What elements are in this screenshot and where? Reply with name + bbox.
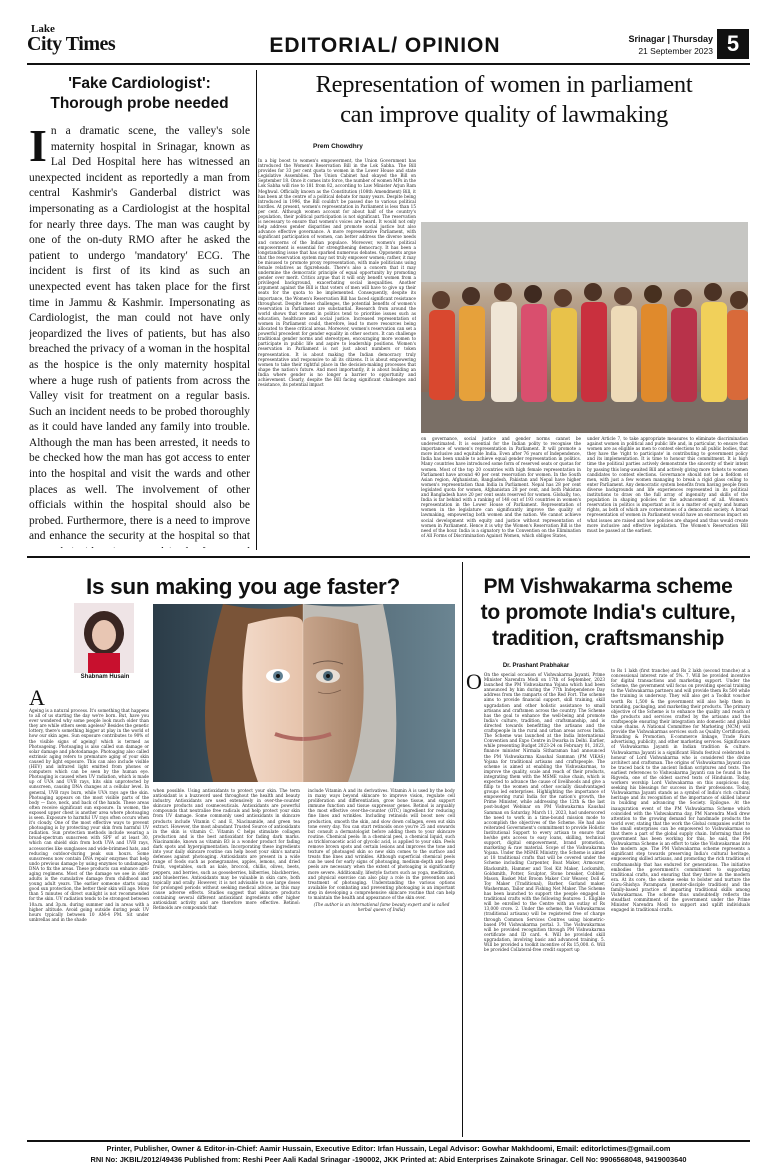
women-col2: on governance, social justice and gender norms cannot be underestimated. It is essential for the Indian polity to recognise the importance of women's representation in Parliament. It will promote a more inclusive and equitable India. Even after 76 years of Independence, India has been unable to achieve equal gender representation in politics. Many countries have introduced some form of reserved seats or quotas for women. Most of the top 20 countries with high female representation in Parliament have around 40 per cent reservation for women. In the South Asian region, Afghanistan, Bangladesh, Pakistan and Nepal have higher women's representation than India in Parliament. Nepal has 28 per cent legislated quota for women, Afghanistan 28 per cent, and both Pakistan and Bangladesh have 20 per cent seats reserved for women. Globally, too, India is far behind with a ranking of 148 out of 193 countries in women's representation in the Lower House of Parliament. Representation of women in the legislature can significantly improve the quality of lawmaking, empowering both women and the nation. We cannot achieve social development with equity and justice without representation of women in Parliament. Hence it is why the Women's Reservation Bill is the need of the hour. India is a signatory to the Convention on the Elimination of All Forms of Discrimination Against Women, which obliges States, [421,436,581,538]
editorial-title [27,74,252,114]
author-portrait [74,603,134,673]
pm-col1 [466,672,605,1132]
footer-rule [27,1140,750,1142]
left-editorial [27,72,252,552]
pm-title-line1: PM Vishwakarma scheme [483,575,733,598]
women-article [258,66,750,552]
aging-face-photo [153,604,455,782]
photo-illustration [421,222,748,433]
women-byline: Prem Chowdhry [313,143,363,150]
masthead [0,0,770,64]
pm-byline: Dr. Prashant Prabhakar [502,663,570,669]
issue-city-day: Srinagar | Thursday [628,34,713,44]
author-caption: Shabnam Husain [80,674,130,680]
page-number-badge [717,29,749,59]
logo-main: City Times [27,33,116,55]
sun-footnote: (The author is an international fame beauty expert and is called herbal queen of India) [313,902,450,913]
footer-line1: Printer, Publisher, Owner & Editor-in-Chief: Aamir Hussain, Executive Editor: Irfan Hussain, Legal Advisor: Gowhar Makhdoomi, Email: editorlctimes@gmail.com [106,1144,671,1153]
masthead-rule [27,63,750,65]
sun-col3-text: include Vitamin A and its derivatives. Vitamin A is used by the body in many ways beyond skincare to improve vision, regulate cell proliferation and differentiation, grow bone tissue, and support immune function and tissue suppressor genes. Retinol is arguably the most effective over-the-counter (OTC) ingredient for reducing fine lines and wrinkles. Including retinoids will boost new cell production, smooth the skin, and slow down collagen, even out skin tone every day. You can start retinoids once you're 25 and onwards but consult a dermatologist before adding them to your skincare routine. Chemical peels: In a chemical peel, a chemical liquid, such as trichloroacetic acid or glycolic acid, is applied to your skin. Peels remove brown spots and certain lesions and improves the tone and texture of photoaged skin so new skin comes to the surface and treats fine lines and wrinkles. Although superficial chemical peels can be used for early signs of photoaging, medium-depth and deep peels are necessary when the extent of photoaging is significantly more severe. Additionally, lifestyle factors such as yoga, meditation, and physical exercise can also play a role in the prevention and treatment of photoaging. Understanding the various options available for combating and preventing photoaging is an important step in developing a comprehensive skincare routine that can help to maintain the health and appearance of the skin over. [308,788,455,900]
editorial-text: n a dramatic scene, the valley's sole maternity hospital in Srinagar, known as Lal Ded Hospital here has witnessed an unexpected incident as reportedly a man from central Kashmir's Ganderbal district was impersonating as a Cardiologist at the hospital for nearly three days. The man was caught by one of the on-duty RMO after he asked the patient to undergo 'mandatory' ECG. The incident is first of its kind as such an unexpected event has taken place for the first time in Jammu & Kashmir. Impersonating as Cardiologist, the man could not have only jeopardized the lives of patients, but has also breached the privacy of a woman in the hospital as the hospice is the only maternity hospital where a huge rush of patients from across the Valley visit for treatment on a regular basis. Such an incident needs to be probed thoroughly as it could have landed any family into trouble. Although the man has been arrested, it needs to be checked how the man has got access to enter into the hospital and visit the wards and other places as well. The involvement of other officials within the hospital should also be probed. Furthermore, there is a need to improve and enhance the security at the hospital so that [29,125,250,543]
pm-article [466,560,750,1140]
editorial-title-line2: Thorough probe needed [50,95,229,112]
women-article-title [258,70,750,130]
bottom-vertical-divider [462,562,463,1137]
pm-drop-cap: O [466,672,482,694]
women-col3: under Article 7, to take appropriate measures to eliminate discrimination against women in political and public life and, in particular, to ensure that women are as eligible as men to contest elections to all public bodies, that they have the 'right to participate' in contributing to government policy and its implementation. It is time to honour this commitment. It is high time the political parties actively demonstrate the sincerity of their intent by passing this long-awaited Bill and actively giving more tickets to women candidates to contest elections. Governance should not be a fiefdom of men, with just a few women managing to break a rigid glass ceiling to enter Parliament. Any democratic system benefits from having people from diverse backgrounds and life experiences represented in its political institutions to draw on the full array of ingenuity and skills of the population in shaping policies for the advancement of all. Women's reservation in politics is important as it is a matter of equity and human rights, as both of which are cornerstones of a democratic society. A broad representation of women in Parliament would have an enormous impact on what issues are raised and how policies are shaped and thus would create more inclusive and effective legislation. The Women's Reservation Bill must be passed at the earliest. [587,436,748,533]
vertical-divider [256,70,257,550]
mid-rule [27,556,750,558]
sun-col3 [308,788,455,1133]
sun-col2: when possible. Using antioxidants to protect your skin. The term antioxidant is a buzzword used throughout the health and beauty industry. Antioxidants are used extensively in over-the-counter skincare products and cosmeceuticals. Antioxidants are powerful compounds that neutralise free radicals and help protect your skin from UV damage. Some commonly used antioxidants in skincare products include Vitamin C and E, Niacinamide, and green tea extract. However, the most abundant Trusted Source of antioxidants in the skin is vitamin C. Vitamin C helps stimulate collagen production and is the best antioxidant for fading dark marks. Niacinamide, known as vitamin B3 is a wonder product for fading dark spots and hyperpigmentation. Incorporating these ingredients into your daily skincare routine can help boost your skin's natural defenses against photoaging. Antioxidants are present in a wide range of foods such as pomegranates, apples, lemons, and dried fruits, vegetables, such as kale, broccoli, chillis, olives, beets, peppers, and berries, such as gooseberries, bilberries, blackberries, and blueberries. Antioxidants may be valuable in skin care, both topically and orally. However, it is not advisable to use large doses for prolonged periods without seeking medical advice, as this may cause adverse effects. Studies suggest that skincare products containing several different antioxidant ingredients offer higher antioxidant activity and are therefore more effective. Retinol: Retinoids are compounds that [153,788,300,911]
women-col1: In a big boost to women's empowerment, the Union Government has introduced the Women's Reservation Bill in the Lok Sabha. The Bill provides for 33 per cent quota to women in the Lower House and state Legislative Assemblies. The Union Cabinet had okayed the Bill on September 18. Once it comes into force, the number of women MPs in the Lok Sabha will rise to 181 from 82, according to Law Minister Arjun Ram Meghwal. Officially known as the Constitution (108th Amendment) Bill, it has been at the centre of a political debate for many years. Despite being introduced in 1996, the Bill couldn't be passed due to various political hurdles. At present, women's representation in Parliament is less than 15 per cent. Although women account for about half of the country's population, their political participation is not significant. The reservation is necessary to ensure that women's voices are heard. It would not only help address gender disparities and promote social justice but also advance effective governance. A more representative Parliament, with significant participation of women, can better address the diverse needs and concerns of the Indian populace. Moreover, women's political empowerment is essential for strengthening democracy. It has been a longstanding issue that has sparked numerous debates. Opponents argue that the reservation system may not truly empower women; rather, it may be misused to promote proxy representation, with male politicians using female relatives as figureheads. There's also a concern that it may undermine the democratic principle of equal opportunity by promoting gender over merit. Critics argue that it will only benefit women from a privileged background, exacerbating social inequalities. Another argument against the Bill is that voters of men will have to give up their seats for the quota to be implemented. Consequently, despite its importance, the Women's Reservation Bill has faced significant resistance throughout. Despite these challenges, the potential benefits of women's reservation in Parliament are substantial. Research from around the world shows that women in politics tend to prioritise issues such as education, healthcare and social justice. Increased representation of women in Parliament could, therefore, lead to more resources being allocated to these critical areas. Moreover, women's reservation can set a powerful precedent for gender equality in other sectors. It can challenge traditional gender norms and stereotypes, encouraging more women to participate in public life and aspire to leadership positions. Women's reservation in Parliament is not just about numbers or token representation. It is about making the Indian democracy truly representative and responsive to all its citizens. It is about empowering women to take their rightful place in the decision-making processes that shape the nation's future. And most importantly, it is about building an India where gender is no longer a barrier to opportunity and achievement. Clearly, despite the Bill facing significant challenges and resistance, its potential impact [258,158,416,388]
editorial-title-line1: 'Fake Cardiologist': [68,75,211,92]
sun-title: Is sun making you age faster? [86,574,400,599]
footer [27,1143,750,1169]
page-number: 5 [726,31,740,56]
portrait-illustration [74,603,134,673]
pm-col2: to Rs 1 lakh (first tranche) and Rs 2 lakh (second tranche) at a concessional interest rate of 5%. 7. Will be provided incentive for digital transactions and marketing support. Under the Scheme, the government will focus on providing special training to the Vishwakarma partners and will provide them Rs 500 while the training is underway. They will also get a Toolkit voucher worth Rs 1,500 & the government will also help them in branding, packaging, and marketing their products. The primary objective of the Scheme is to enhance the quality and reach of the products and services crafted by the artisans and the craftspeople ensuring their integration into domestic and global value chains. A National Committee for Marketing (NCM) will provide the Vishwakarmas services such as Quality Certification, Branding & Promotion, E-commerce linkage, Trade Fairs advertising, publicity, and other marketing services. Significance of Vishwakarma Jayanti in Indian tradition & culture. Vishwakarma Jayanti is a significant Hindu festival celebrated in honour of Lord Vishwakarma who is considered the divine architect and craftsman. The origins of Vishwakarma Jayanti can be traced back to the ancient Indian scriptures and texts. The earliest references to Vishwakarma Jayanti can be found in the Rigveda, one of the oldest sacred texts of Hinduism. Today, workers worship Lord Vishwakarma on this auspicious day, seeking his blessings for success in their professions. Today, Vishwakarma Jayanti stands as a symbol of India's rich cultural heritage and its recognition of the importance of skilled labour in building and advancing the Society. Epilogue. At the inauguration event of the PM Vishwakarma Scheme which coincided with the Vishwakarma day, PM Narendra Modi drew attention to the growing demand for handmade products the world over, stating that the work the Global companies outlet to the small enterprises can be empowered to Vishwakarmas so that there a part of the global supply chain. Informing that the government has been working for this, he said, the PM Vishwakarma Scheme is an effort to take the Vishwakarmas into the modern age. The PM Vishwakarma scheme represents a significant step towards preserving India's cultural heritage, empowering skilled artisans, and promoting the rich tradition of craftsmanship that has endured for generations. The initiative embodies the government's commitment to supporting traditional crafts, and ensuring that they thrive in the modern era. At its core, the scheme seeks to bolster and nurture the Guru-Shishya Parampara (mentor-disciple tradition) and the family-based practice of imparting traditional skills among Vishwakarmas. The scheme thus undoubtedly reflects the steadfast commitment of the government under the Prime Minister Narendra Modi to support and uplift individuals engaged in traditional crafts. [611,668,750,913]
pm-title [466,574,750,652]
pm-title-line3: tradition, craftsmanship [491,627,724,650]
sun-col1-text: Ageing is a natural process. It's something that happens to all of us starting the day we're born. But, have you ever wondered why some people look much older than they are while others seem ageless? Besides the genetic lottery, there's something bigger at play in the world of how our skin ages. Sun exposure contributes to 90% of the visible signs of ageing! which is termed as Photoageing. Photoaging is also called sun damage or solar damage and photodamage. Photoaging also called extrinsic aging refers to premature aging of your skin caused by light exposure. This can also include visible (HEV) and infrared light emitted from phones or computers which can be seen by the human eye. Photoaging is caused when UV radiation, which is made up of UVA and UVB rays, hits skin unprotected by sunscreen, causing DNA changes at a cellular level. In general, UVB rays burn, while UVA rays age the skin. Photoaging appears on the most visible parts of the body — face, neck, and back of the hands. These areas often receive significant sun exposure. In women, the exposed upper chest is another area where photoaging is seen. Exposure to harmful UV rays often occurs when it's cloudy. One of the most effective ways to prevent photoaging is by protecting your skin from harmful UV radiation. Sun protection methods include wearing a broad-spectrum sunscreen with SPF of at least 30, which can shield skin from both UVA and UVB rays, accessories like sunglasses and wide-brimmed hats, and reducing outdoor-during peak sun hours. Some sunscreens now contain DNA repair enzymes that help undo previous damage by using enzymes to undamaged DNA to fix the areas. These products can enhance anti-aging regimens. Most of the damage we see in older adults is the cumulative damage from childhood and young adult years. The earlier someone starts using good sun protection, the better their skin will age. More than 5 minutes of direct sunlight is not recommended for the skin. UV radiation tends to be strongest between 10a.m. and 3p.m. during summer and in areas with a higher altitude. Avoid going outside during peak UV hours typically between 10 AM-4 PM. Sit under umbrellas and in the shade [29,708,149,922]
sun-drop-cap: A [29,688,45,710]
pm-col1-text: On the special occasion of Vishwakarma Jayanti, Prime Minister Narendra Modi on 17th of September, 2023 launched the PM Vishwakarma Yojana which had been announced by him during the 77th Independence Day address from the ramparts of the Red Fort. The scheme aims to provide financial support, skill training, skill upgradation and other holistic assistance to small artisans and craftsmen across the country. The Scheme has the goal to enhance the well-being and promote India's culture, tradition, and craftsmanship, and is directed towards benefitting the artisans and the craftspeople in the rural and urban areas across India. The Scheme was launched at the India International Convention and Expo Centre in Dwarka in Delhi. Earlier, while presenting Budget 2023-24 on February 01, 2023, finance minister Nirmala Sitharaman had announced the PM Vishwakarma Kaushal Samman (PM VIKAS) Yojana for traditional artisans and craftspeople. The scheme is aimed at enabling the Vishwakarmas, to improve the quality, scale and reach of their products, integrating them with the MSME value chain, which is expected to advance the cause of livelihoods and give a fillip to the women and other socially disadvantaged groups led enterprises. Highlighting the importance of empowering rural India for the nation's growth, the Prime Minister, while addressing the 12th & the last post-budget Webinar on PM Vishwakarma Kaushal Samman on Saturday, March 11, 2023, had underscored the need to work in a time-bound mission mode to accomplish the objectives of the Scheme. He had also reiterated Government's commitment to provide Holistic Institutional Support to every artisan to ensure that he/she gets access to easy loans, skilling, technical support, digital empowerment, brand promotion, marketing & raw material. Scope of the Vishwakarma Yojana. Under the MSME Ministry, the Scheme is aimed at 18 traditional crafts that will be covered under the Scheme including Carpenter, Boat Maker, Armourer, Blacksmith, Hammer and Tool Kit Maker, Locksmith, Goldsmith, Potter, Sculptor, Stone breaker, Cobbler, Mason, Basket Mat Broom Maker Coir Weaver, Doll & Toy Maker (Traditional), Barber, Garland maker, Washerman, Tailor and Fishing Net Maker. The Scheme has been launched to support the people engaged in traditional crafts with the following features: 1. Eligible will be enrolled to the Centre with an outlay of Rs 13,000 crore. 2. Under the scheme, the Vishwakarmas (traditional artisans) will be registered free of charge through Common Services Centres using biometric-based PM Vishwakarma portal. 3. The Vishwakarmas will be provided recognition through PM Vishwakarma certificate and ID card. 4. Will be provided skill upgradation, involving basic and advanced training. 5. Will be provided a toolkit incentive of Rs 15,000. 6. Will be provided Collateral-free credit support up [483,672,605,953]
women-title-line1: Representation of women in parliament [315,71,693,98]
face-illustration [153,604,455,782]
footer-line2: RNI No: JKBIL/2012/49436 Published from: Reshi Peer Aali Kadal Srinagar -190002, JKK Printed at: Abid Enterprises Zainakote Srinagar. Cell No: 9906568048, 9419003640 [90,1155,687,1164]
logo [27,24,145,58]
women-title-line2: can improve quality of lawmaking [340,101,668,128]
pm-title-line2: to promote India's culture, [480,601,736,624]
sun-col1 [29,688,149,1140]
issue-date: 21 September 2023 [638,46,713,56]
drop-cap: I [29,124,47,171]
logo-top: Lake [31,23,55,35]
sun-article [27,560,459,1140]
editorial-body [29,124,250,548]
women-group-photo [421,222,748,433]
section-title: EDITORIAL/ OPINION [269,34,501,57]
